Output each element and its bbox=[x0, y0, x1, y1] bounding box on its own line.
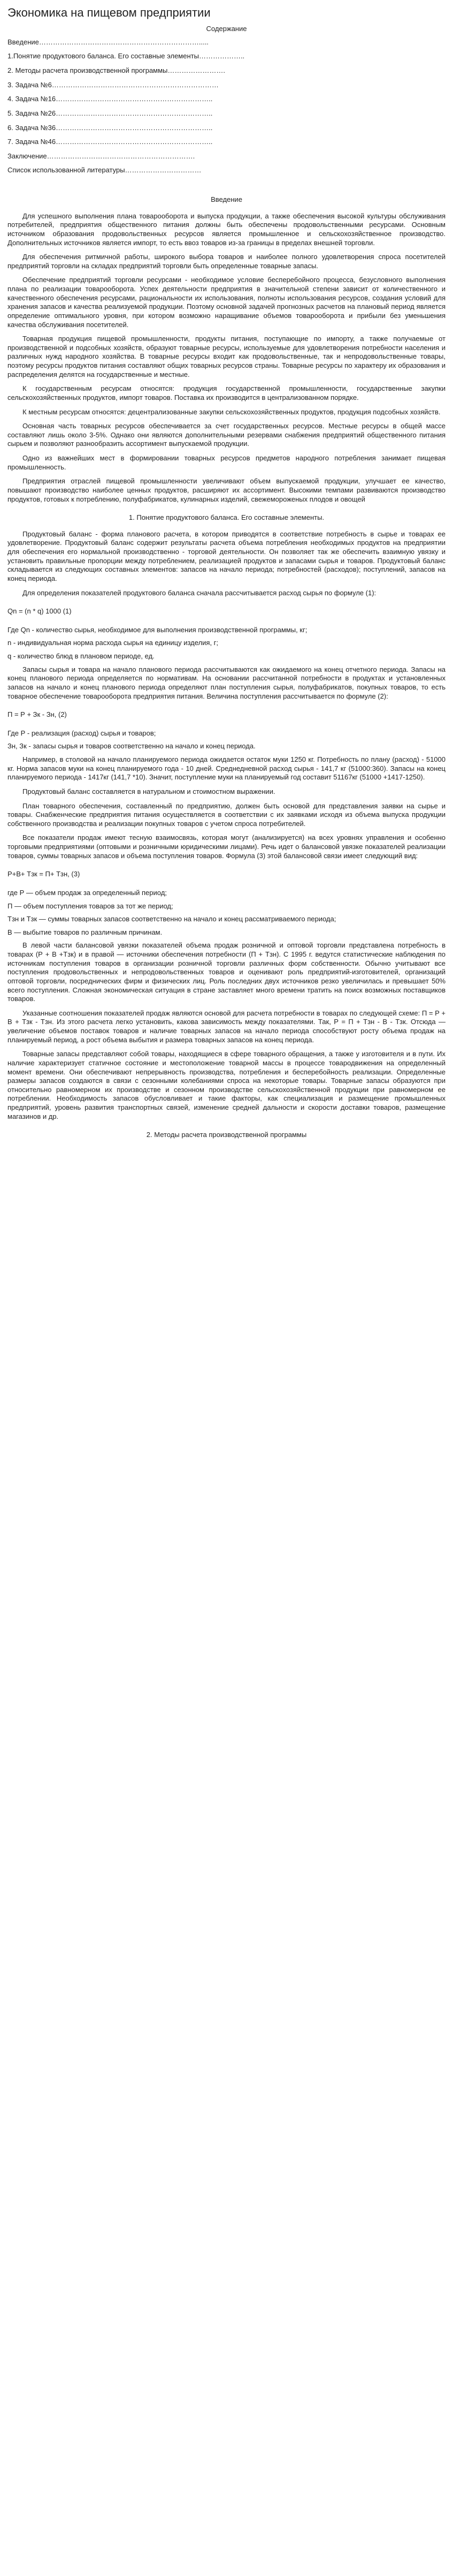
formula-3-legend-item: П — объем поступления товаров за тот же период; bbox=[7, 901, 173, 910]
formula-3-legend-item: где Р — объем продаж за определенный период; bbox=[7, 888, 167, 897]
formula-2: П = Р + Зк - Зн, (2) bbox=[7, 710, 67, 719]
formula-2-legend-item: Зн, Зк - запасы сырья и товаров соответственно на начало и конец периода. bbox=[7, 742, 256, 751]
section1-heading: 1. Понятие продуктового баланса. Его составные элементы. bbox=[128, 513, 325, 522]
formula-3: Р+В+ Тзк = П+ Тзн, (3) bbox=[7, 870, 80, 878]
document-title: Экономика на пищевом предприятии bbox=[7, 6, 211, 19]
formula-3-legend-item: В — выбытие товаров по различным причинам. bbox=[7, 928, 163, 936]
toc-item-task-16[interactable]: 4. Задача №16………………………………………………………….. bbox=[7, 95, 213, 103]
toc-item-conclusion[interactable]: Заключение………………………………………………………. bbox=[7, 151, 195, 160]
formula-1-legend-item: n - индивидуальная норма расхода сырья на единицу изделия, г; bbox=[7, 639, 219, 647]
formula-1-legend-item: q - количество блюд в плановом периоде, ед. bbox=[7, 652, 155, 661]
intro-paragraph: К государственным ресурсам относятся: продукция государственной промышленности, государственные закупки сельскохозяйственных продуктов, импорт товаров. Поставка их производится в централизованном порядке. bbox=[7, 384, 446, 401]
document-page bbox=[0, 0, 453, 1153]
section1-paragraph: Продуктовый баланс составляется в натуральном и стоимостном выражении. bbox=[22, 787, 275, 795]
intro-paragraph: Для успешного выполнения плана товарооборота и выпуска продукции, а также обеспечения высокой культуры обслуживания потребителей, предприятия общественного питания должны быть обеспечены продовольственными ресурсами. Основным источником образования продовольственных ресурсов является промышленное и сельскохозяйственное производство. Дополнительных источников является импорт, то есть ввоз товаров из-за границы в пределах внешней торговли. bbox=[7, 211, 446, 247]
section1-paragraph: Товарные запасы представляют собой товары, находящиеся в сфере товарного обращения, а также у изготовителя и в пути. Их наличие характеризует статичное состояние и местоположение товарной массы в процессе товародвижения на определенный момент времени. Они обеспечивают непрерывность производства, потребления и бесперебойность реализации. Определенные размеры запасов создаются в связи с сезонными колебаниями спроса на некоторые товары. Товарные запасы образуются при относительно равномерном их производстве и сезонном производстве сельскохозяйственной продукции при равномерном ее потреблении. Необходимость запасов обусловливает и такие факторы, как специализация и размещение промышленных предприятий, уровень развития транспортных связей, изменение средней дальности и скорости доставки товаров, размещение магазинов и др. bbox=[7, 1050, 446, 1120]
toc-item-task-6[interactable]: 3. Задача №6……………………………………………………………… bbox=[7, 80, 219, 89]
intro-paragraph: Предприятия отраслей пищевой промышленности увеличивают объем выпускаемой продукции, улучшает ее качество, повышают производство наиболее ценных продуктов, расширяют их ассортимент. Высокими темпами развиваются производство продуктов, готовых к потреблению, полуфабрикатов, кулинарных изделий, свежемороженых плодов и овощей bbox=[7, 477, 446, 503]
formula-1-legend-item: Где Qn - количество сырья, необходимое для выполнения производственной программы, кг; bbox=[7, 625, 308, 634]
toc-item-references[interactable]: Список использованной литературы…………………………… bbox=[7, 166, 202, 175]
intro-paragraph: Одно из важнейших мест в формировании товарных ресурсов предметов народного потребления занимает пищевая промышленность. bbox=[7, 454, 446, 471]
toc-heading: Содержание bbox=[206, 25, 247, 33]
section2-heading: 2. Методы расчета производственной программы bbox=[146, 1131, 307, 1139]
toc-item-task-36[interactable]: 6. Задача №36………………………………………………………….. bbox=[7, 123, 213, 132]
intro-paragraph: Для обеспечения ритмичной работы, широкого выбора товаров и наиболее полного удовлетворения спроса посетителей предприятий торговли на складах предприятий торговли быть определенные товарные запасы. bbox=[7, 253, 446, 270]
section1-paragraph: В левой части балансовой увязки показателей объема продаж розничной и оптовой торговли представлена потребность в товарах (Р + В +Тзк) и в правой — источники обеспечения потребности (П + Тзн). С 1995 г. ведутся статистические наблюдения по источникам поступления товаров в организации розничной торговли различных форм собственности. Обычно учитывают все поступления продовольственных и непродовольственных товаров и оценивают роль предприятий-изготовителей, организаций оптовой торговли, посреднических фирм и физических лиц. Роль последних двух источников резко увеличилась и превышает 50% всего поступления. Сложная экономическая ситуация в стране заставляет много времени тратить на поиск возможных поставщиков товаров. bbox=[7, 941, 446, 1003]
spacer bbox=[7, 180, 446, 186]
intro-paragraph: Товарная продукция пищевой промышленности, продукты питания, поступающие по импорту, а также получаемые от производственной и подсобных хозяйств, образуют товарные ресурсы, используемые для удовлетворения потребности населения и различных нужд народного хозяйства. В товарные ресурсы входит как продовольственные, так и непродовольственные товары, поэтому ресурсы продуктов питания составляют общих товарных ресурсов страны. Товарные ресурсы по характеру их образования и распределения делятся на государственные и местные. bbox=[7, 335, 446, 378]
intro-heading: Введение bbox=[211, 195, 242, 204]
toc-item-section-1[interactable]: 1.Понятие продуктового баланса. Его составные элементы……………….. bbox=[7, 52, 245, 60]
intro-paragraph: Обеспечение предприятий торговли ресурсами - необходимое условие бесперебойного процесса, безусловного выполнения плана по реализации товарооборота. Успех деятельности предприятия в значительной степени зависит от количественного и качественного обеспечения ресурсами, рациональности их использования, полноты использования ресурсов, создания условий для хранения запасов и качества реализуемой продукции. Поэтому основной задачей прогнозных расчетов на плановый период является определение оптимального уровня, при котором возможно наращивание объемов товарооборота и прибыли без уменьшения качества обслуживания посетителей. bbox=[7, 276, 446, 329]
intro-paragraph: К местным ресурсам относятся: децентрализованные закупки сельскохозяйственных продуктов, продукция подсобных хозяйств. bbox=[22, 407, 441, 416]
toc-item-task-46[interactable]: 7. Задача №46………………………………………………………….. bbox=[7, 138, 213, 146]
section1-paragraph: План товарного обеспечения, составленный по предприятию, должен быть основой для представления заявки на сырье и товары. Снабженческие предприятия питания осуществляется в соответствии с их заявками исходя из объема выпуска продукции собственного производства и реализации покупных товаров с учетом спроса потребителей. bbox=[7, 801, 446, 828]
section1-paragraph: Все показатели продаж имеют тесную взаимосвязь, которая могут (анализируется) на всех уровнях управления и особенно торговыми предприятиями (оптовыми и розничными юридическими лицами). Речь идет о балансовой увязке показателей реализации товаров, суммы товарных запасов и объема поступления товаров. Формула (3) этой балансовой связи имеет следующий вид: bbox=[7, 834, 446, 860]
toc-item-task-26[interactable]: 5. Задача №26………………………………………………………….. bbox=[7, 109, 213, 117]
section1-paragraph: Например, в столовой на начало планируемого периода ожидается остаток муки 1250 кг. Потребность по плану (расход) - 51000 кг. Норма запасов муки на конец планируемого года - 10 дней. Среднедневной расход сырья - 141,7 кг (51000:360). Запасы на конец планируемого периода - 1417кг (141,7 *10). Значит, поступление муки на планируемый год составит 51167кг (51000 +1417-1250). bbox=[7, 755, 446, 782]
formula-3-legend-item: Тзн и Тзк — суммы товарных запасов соответственно на начало и конец рассматриваемого периода; bbox=[7, 915, 336, 923]
section1-paragraph: Запасы сырья и товара на начало планового периода рассчитываются как ожидаемого на конец отчетного периода. Запасы на конец планового периода определяется по нормативам. На основании рассчитанной потребности в продуктах и установленных запасов на начало и конец планового периода определяют план поступления сырья, полуфабрикатов, покупных товаров, то есть товарное обеспечение товарооборота предприятия питания. Величина поступления рассчитывается по формуле (2): bbox=[7, 665, 446, 700]
formula-2-legend-item: Где Р - реализация (расход) сырья и товаров; bbox=[7, 729, 156, 737]
section1-paragraph: Продуктовый баланс - форма планового расчета, в котором приводятся в соответствие потребность в сырье и товарах ее удовлетворение. Продуктовый баланс содержит результаты расчета объема потребления необходимых продуктов на предприятии для обеспечения его нормальной производственно - торговой деятельности. Он позволяет так же обеспечить взаимную увязку и установить правильные пропорции между потреблением, реализацией продуктов и запасами сырья и товаров. Продуктовый баланс складывается из следующих составных элементов: запасов на начало периода; потребностей (расходов); поступлений, запасов на конец периода. bbox=[7, 529, 446, 582]
toc-item-section-2[interactable]: 2. Методы расчета производственной программы……………………. bbox=[7, 66, 226, 75]
table-of-contents bbox=[7, 38, 446, 175]
toc-item-introduction[interactable]: Введение……………………………………………………………..... bbox=[7, 37, 209, 46]
section1-paragraph: Указанные соотношения показателей продаж являются основой для расчета потребности в товарах по следующей схеме: П = Р + В + Тзк - Тзн. Из этого расчета легко установить, какова зависимость между показателями. Так, Р = П + Тзн - В - Тзк. Отсюда — увеличение объемов поставок товаров и наличие товарных запасов на начало периода способствуют росту объема продаж на планируемый период, а рост объема выбытия и размера товарных запасов на конец периода. bbox=[7, 1009, 446, 1044]
formula-1: Qn = (n * q) 1000 (1) bbox=[7, 607, 72, 616]
section1-paragraph: Для определения показателей продуктового баланса сначала рассчитывается расход сырья по формуле (1): bbox=[22, 588, 377, 597]
intro-paragraph: Основная часть товарных ресурсов обеспечивается за счет государственных ресурсов. Местные ресурсы в общей массе составляют лишь около 3-5%. Однако они являются дополнительными резервами снабжения предприятий общественного питания сырьем и позволяют разнообразить ассортимент выпускаемой продукции. bbox=[7, 422, 446, 448]
